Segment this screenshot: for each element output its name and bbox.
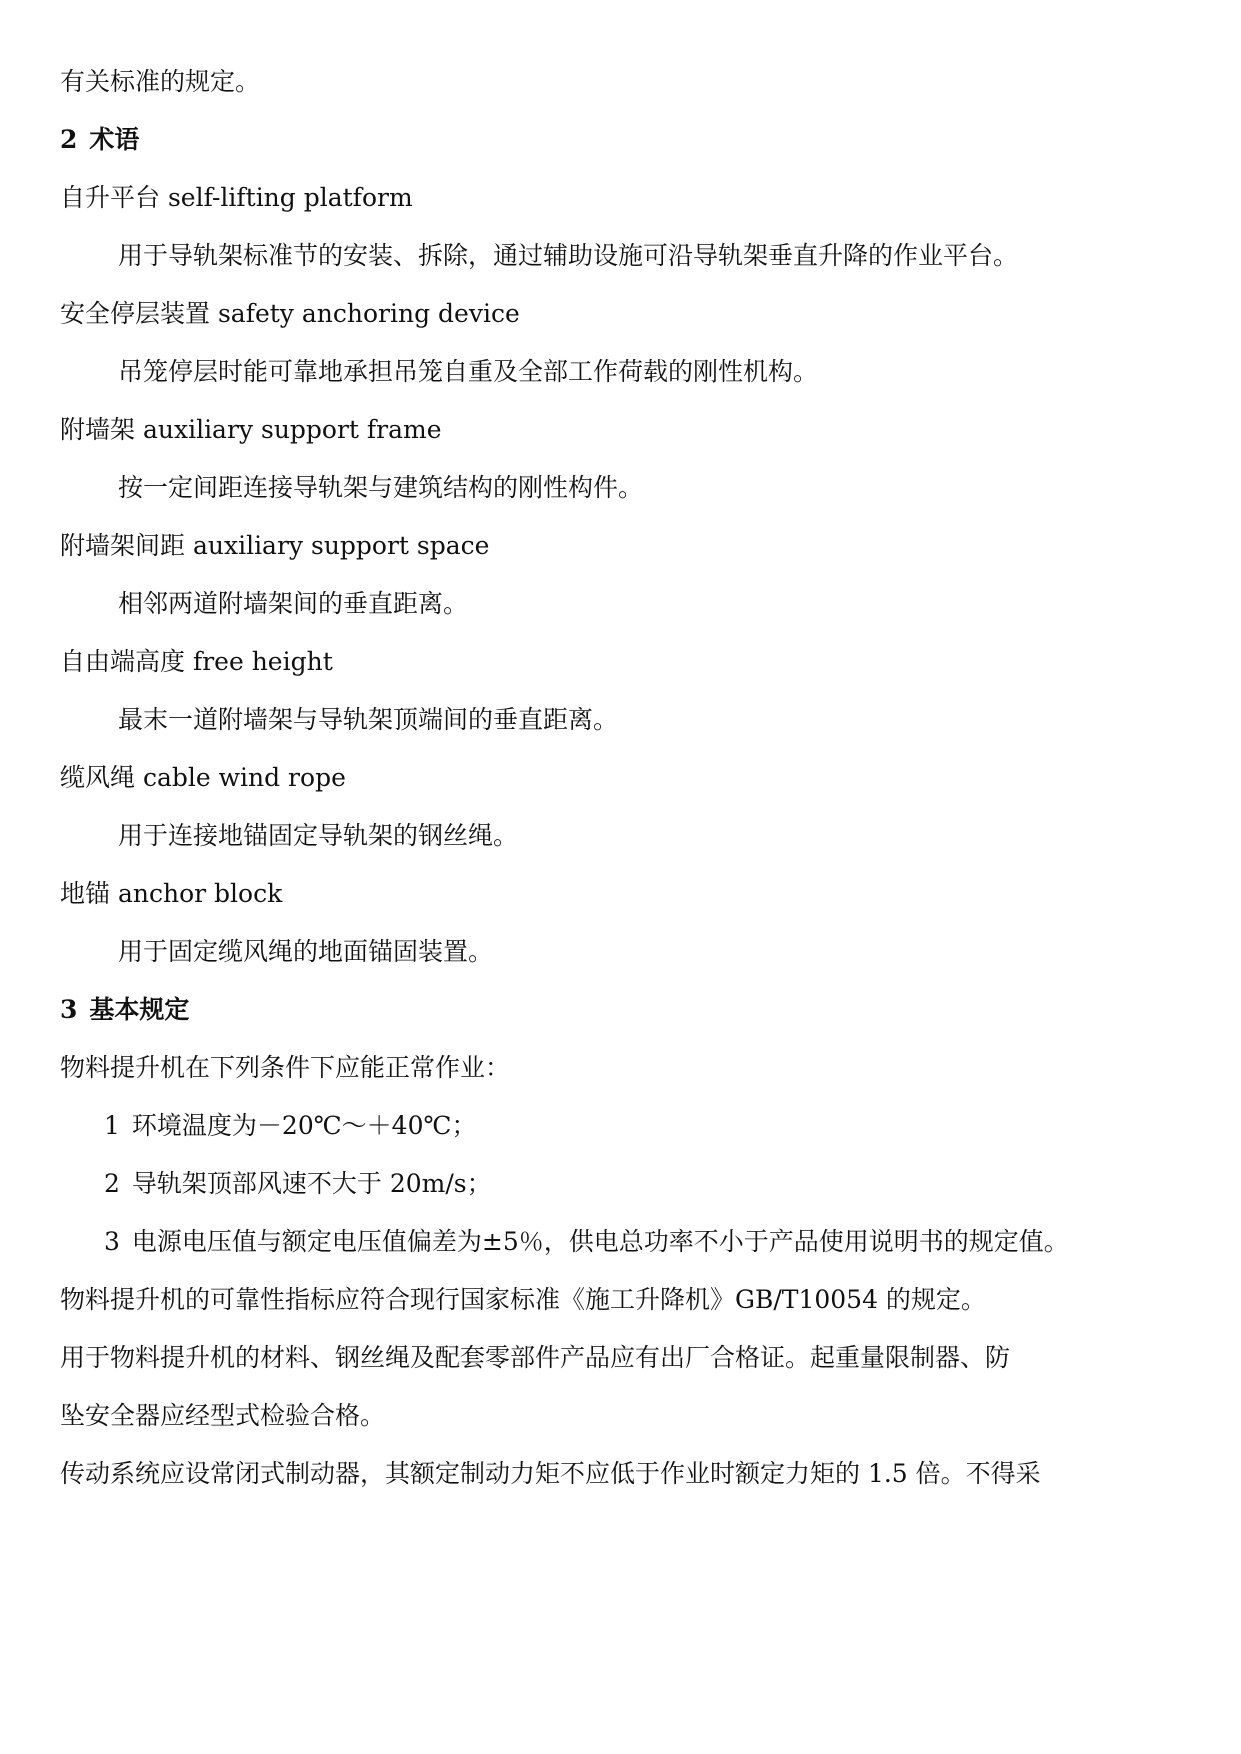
term-english: auxiliary support frame	[142, 415, 442, 444]
term-english: cable wind rope	[142, 763, 346, 792]
term-entry	[60, 646, 1201, 678]
term-entry	[60, 298, 1201, 330]
term-english: self-lifting platform	[167, 183, 413, 212]
term-english: safety anchoring device	[217, 299, 520, 328]
term-chinese: 附墙架	[60, 415, 136, 444]
intro-line: 有关标准的规定。	[60, 67, 261, 96]
term-definition: 用于导轨架标准节的安装、拆除，通过辅助设施可沿导轨架垂直升降的作业平台。	[118, 241, 1019, 270]
term-chinese: 安全停层装置	[60, 299, 211, 328]
section-2-heading	[60, 124, 1201, 156]
term-english: auxiliary support space	[192, 531, 490, 560]
condition-item	[104, 1226, 1201, 1258]
section-number: 3	[60, 995, 78, 1024]
term-definition: 最末一道附墙架与导轨架顶端间的垂直距离。	[118, 705, 619, 734]
term-chinese: 缆风绳	[60, 763, 136, 792]
condition-number: 3	[104, 1227, 120, 1256]
condition-text: 环境温度为－20℃～＋40℃；	[131, 1111, 477, 1140]
paragraph: 用于物料提升机的材料、钢丝绳及配套零部件产品应有出厂合格证。起重量限制器、防	[60, 1343, 1011, 1372]
term-definition: 吊笼停层时能可靠地承担吊笼自重及全部工作荷载的刚性机构。	[118, 357, 819, 386]
term-definition: 相邻两道附墙架间的垂直距离。	[118, 589, 469, 618]
condition-text: 导轨架顶部风速不大于 20m/s；	[131, 1169, 492, 1198]
condition-item	[104, 1168, 1201, 1200]
section-number: 2	[60, 125, 78, 154]
term-entry	[60, 182, 1201, 214]
condition-number: 1	[104, 1111, 120, 1140]
condition-item	[104, 1110, 1201, 1142]
term-english: anchor block	[117, 879, 283, 908]
term-entry	[60, 878, 1201, 910]
condition-text: 电源电压值与额定电压值偏差为±5％，供电总功率不小于产品使用说明书的规定值。	[131, 1227, 1069, 1256]
paragraph: 物料提升机的可靠性指标应符合现行国家标准《施工升降机》GB/T10054 的规定。	[60, 1285, 986, 1314]
section-title: 术语	[89, 125, 140, 154]
section-3-heading	[60, 994, 1201, 1026]
term-english: free height	[192, 647, 333, 676]
term-entry	[60, 530, 1201, 562]
term-definition: 用于固定缆风绳的地面锚固装置。	[118, 937, 494, 966]
term-chinese: 自升平台	[60, 183, 161, 212]
term-chinese: 地锚	[60, 879, 111, 908]
term-entry	[60, 762, 1201, 794]
condition-number: 2	[104, 1169, 120, 1198]
term-definition: 按一定间距连接导轨架与建筑结构的刚性构件。	[118, 473, 644, 502]
paragraph-continued: 坠安全器应经型式检验合格。	[60, 1401, 386, 1430]
section-title: 基本规定	[89, 995, 190, 1024]
term-entry	[60, 414, 1201, 446]
term-chinese: 自由端高度	[60, 647, 186, 676]
paragraph: 传动系统应设常闭式制动器，其额定制动力矩不应低于作业时额定力矩的 1.5 倍。不得采	[60, 1459, 1041, 1488]
term-definition: 用于连接地锚固定导轨架的钢丝绳。	[118, 821, 519, 850]
term-chinese: 附墙架间距	[60, 531, 186, 560]
conditions-intro: 物料提升机在下列条件下应能正常作业：	[60, 1053, 511, 1082]
